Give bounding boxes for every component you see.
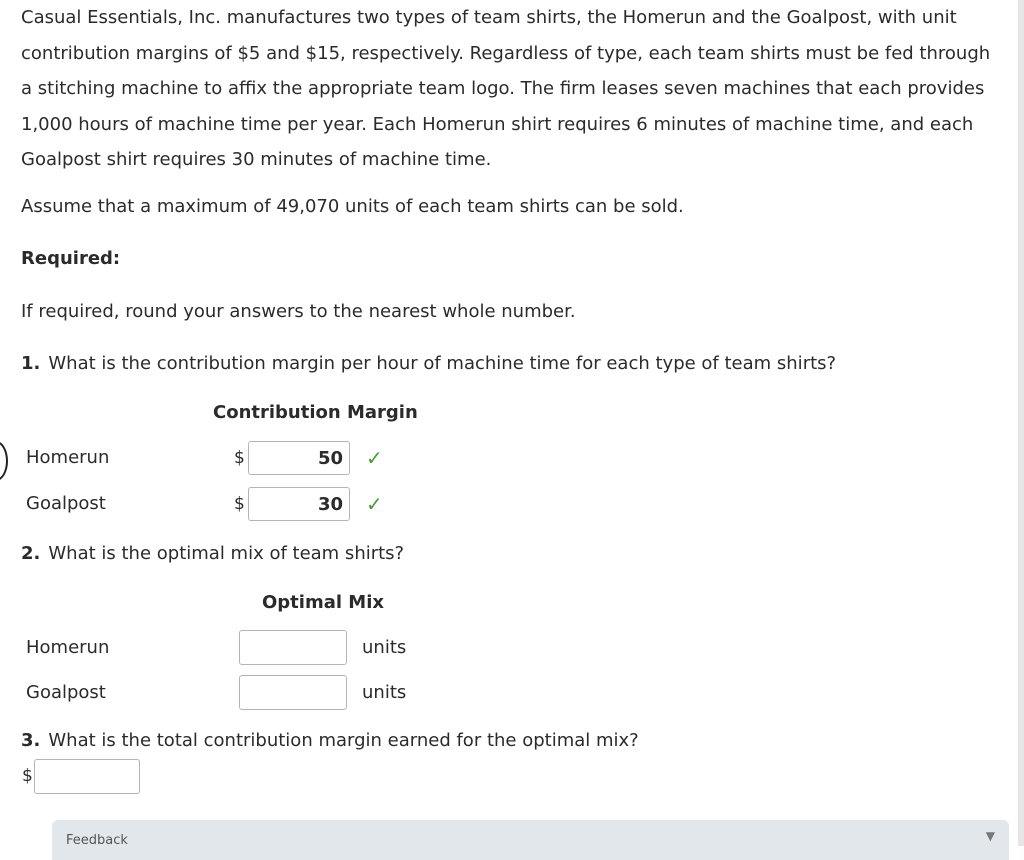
q1-row-homerun-label: Homerun — [26, 447, 110, 468]
question-3 — [21, 729, 639, 753]
question-1-text: What is the contribution margin per hour of machine time for each type of team shirts? — [48, 353, 837, 374]
goalpost-units-label: units — [362, 682, 407, 703]
homerun-correct-check-icon: ✓ — [366, 446, 383, 470]
q1-row-goalpost-label: Goalpost — [26, 493, 106, 514]
scrollbar[interactable] — [1018, 0, 1024, 846]
q2-row-goalpost-label: Goalpost — [26, 682, 106, 703]
q2-row-homerun-label: Homerun — [26, 637, 110, 658]
feedback-panel[interactable] — [52, 820, 1009, 860]
question-2-text: What is the optimal mix of team shirts? — [48, 543, 405, 564]
problem-intro: Casual Essentials, Inc. manufactures two types of team shirts, the Homerun and the Goalpost, with unit contribution margins of $5 and $15, respectively. Regardless of type, each team shirts must be fed through a stitching machine to affix the appropriate team logo. The firm leases seven machines that each provides 1,000 hours of machine time per year. Each Homerun shirt requires 6 minutes of machine time, and each Goalpost shirt requires 30 minutes of machine time. — [21, 7, 991, 170]
feedback-label: Feedback — [66, 833, 128, 848]
contribution-margin-header: Contribution Margin — [213, 402, 418, 423]
total-cm-input[interactable] — [34, 759, 140, 794]
q1-goalpost-currency: $ — [234, 494, 245, 514]
question-1-number: 1. — [21, 353, 41, 374]
q1-homerun-currency: $ — [234, 448, 245, 468]
homerun-units-label: units — [362, 637, 407, 658]
question-2 — [21, 542, 404, 566]
goalpost-correct-check-icon: ✓ — [366, 492, 383, 516]
homerun-cm-input[interactable] — [248, 441, 350, 475]
triangle-down-icon[interactable]: ▼ — [985, 829, 995, 843]
question-3-number: 3. — [21, 730, 41, 751]
goalpost-mix-input[interactable] — [239, 675, 347, 710]
optimal-mix-header: Optimal Mix — [262, 592, 384, 613]
required-label: Required: — [21, 248, 121, 269]
question-1 — [21, 352, 836, 376]
rounding-note: If required, round your answers to the nearest whole number. — [21, 301, 576, 322]
assumption-text: Assume that a maximum of 49,070 units of each team shirts can be sold. — [21, 196, 684, 217]
homerun-mix-input[interactable] — [239, 630, 347, 665]
question-2-number: 2. — [21, 543, 41, 564]
q3-currency: $ — [22, 766, 33, 786]
step-marker — [0, 441, 8, 481]
question-3-text: What is the total contribution margin earned for the optimal mix? — [48, 730, 639, 751]
goalpost-cm-input[interactable] — [248, 487, 350, 521]
